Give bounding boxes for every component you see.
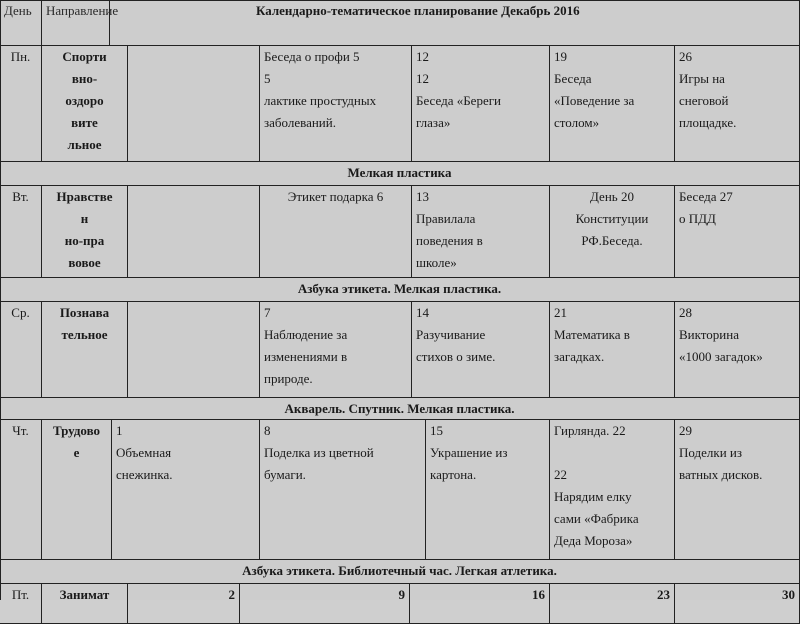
cell-thu-w2: 15 Украшение из картона. [426,420,550,560]
cell-mon-w0 [128,46,260,162]
cell-thu-w1: 8 Поделка из цветной бумаги. [260,420,426,560]
row-direction-wed: Познава тельное [42,302,128,398]
header-title: Календарно-тематическое планирование Декабрь 2016 [110,0,800,46]
cell-tue-w4: Беседа 27 о ПДД [675,186,800,278]
header-direction: Направление [42,0,110,46]
band-thu: Азбука этикета. Библиотечный час. Легкая атлетика. [0,560,800,584]
cell-mon-w2: 12 12 Беседа «Береги глаза» [412,46,550,162]
cell-mon-w1: Беседа о профи 5 5 лактике простудных заболеваний. [260,46,412,162]
cell-thu-w4: 29 Поделки из ватных дисков. [675,420,800,560]
row-day-fri: Пт. [0,584,42,624]
band-tue: Азбука этикета. Мелкая пластика. [0,278,800,302]
row-direction-thu: Трудово е [42,420,112,560]
cell-thu-w0: 1 Объемная снежинка. [112,420,260,560]
cell-mon-w3: 19 Беседа «Поведение за столом» [550,46,675,162]
cell-tue-w1: Этикет подарка 6 [260,186,412,278]
row-day-wed: Ср. [0,302,42,398]
cell-wed-w0 [128,302,260,398]
cell-tue-w2: 13 Правилала поведения в школе» [412,186,550,278]
cell-mon-w4: 26 Игры на снеговой площадке. [675,46,800,162]
cell-fri-w4: 30 [675,584,800,624]
cell-fri-w3: 23 [550,584,675,624]
row-day-thu: Чт. [0,420,42,560]
cell-fri-w1: 9 [240,584,410,624]
cell-fri-w0: 2 [128,584,240,624]
row-direction-tue: Нравстве н но-пра вовое [42,186,128,278]
band-wed: Акварель. Спутник. Мелкая пластика. [0,398,800,420]
row-direction-mon: Спорти вно- оздоро вите льное [42,46,128,162]
row-day-tue: Вт. [0,186,42,278]
cell-tue-w3: День 20 Конституции РФ.Беседа. [550,186,675,278]
cell-tue-w0 [128,186,260,278]
cell-wed-w4: 28 Викторина «1000 загадок» [675,302,800,398]
row-day-mon: Пн. [0,46,42,162]
row-direction-fri: Занимат [42,584,128,624]
cell-thu-w3: Гирлянда. 22 22 Нарядим елку сами «Фабрика Деда Мороза» [550,420,675,560]
header-day: День [0,0,42,46]
cell-wed-w2: 14 Разучивание стихов о зиме. [412,302,550,398]
cell-wed-w1: 7 Наблюдение за изменениями в природе. [260,302,412,398]
cell-wed-w3: 21 Математика в загадках. [550,302,675,398]
cell-fri-w2: 16 [410,584,550,624]
band-mon: Мелкая пластика [0,162,800,186]
